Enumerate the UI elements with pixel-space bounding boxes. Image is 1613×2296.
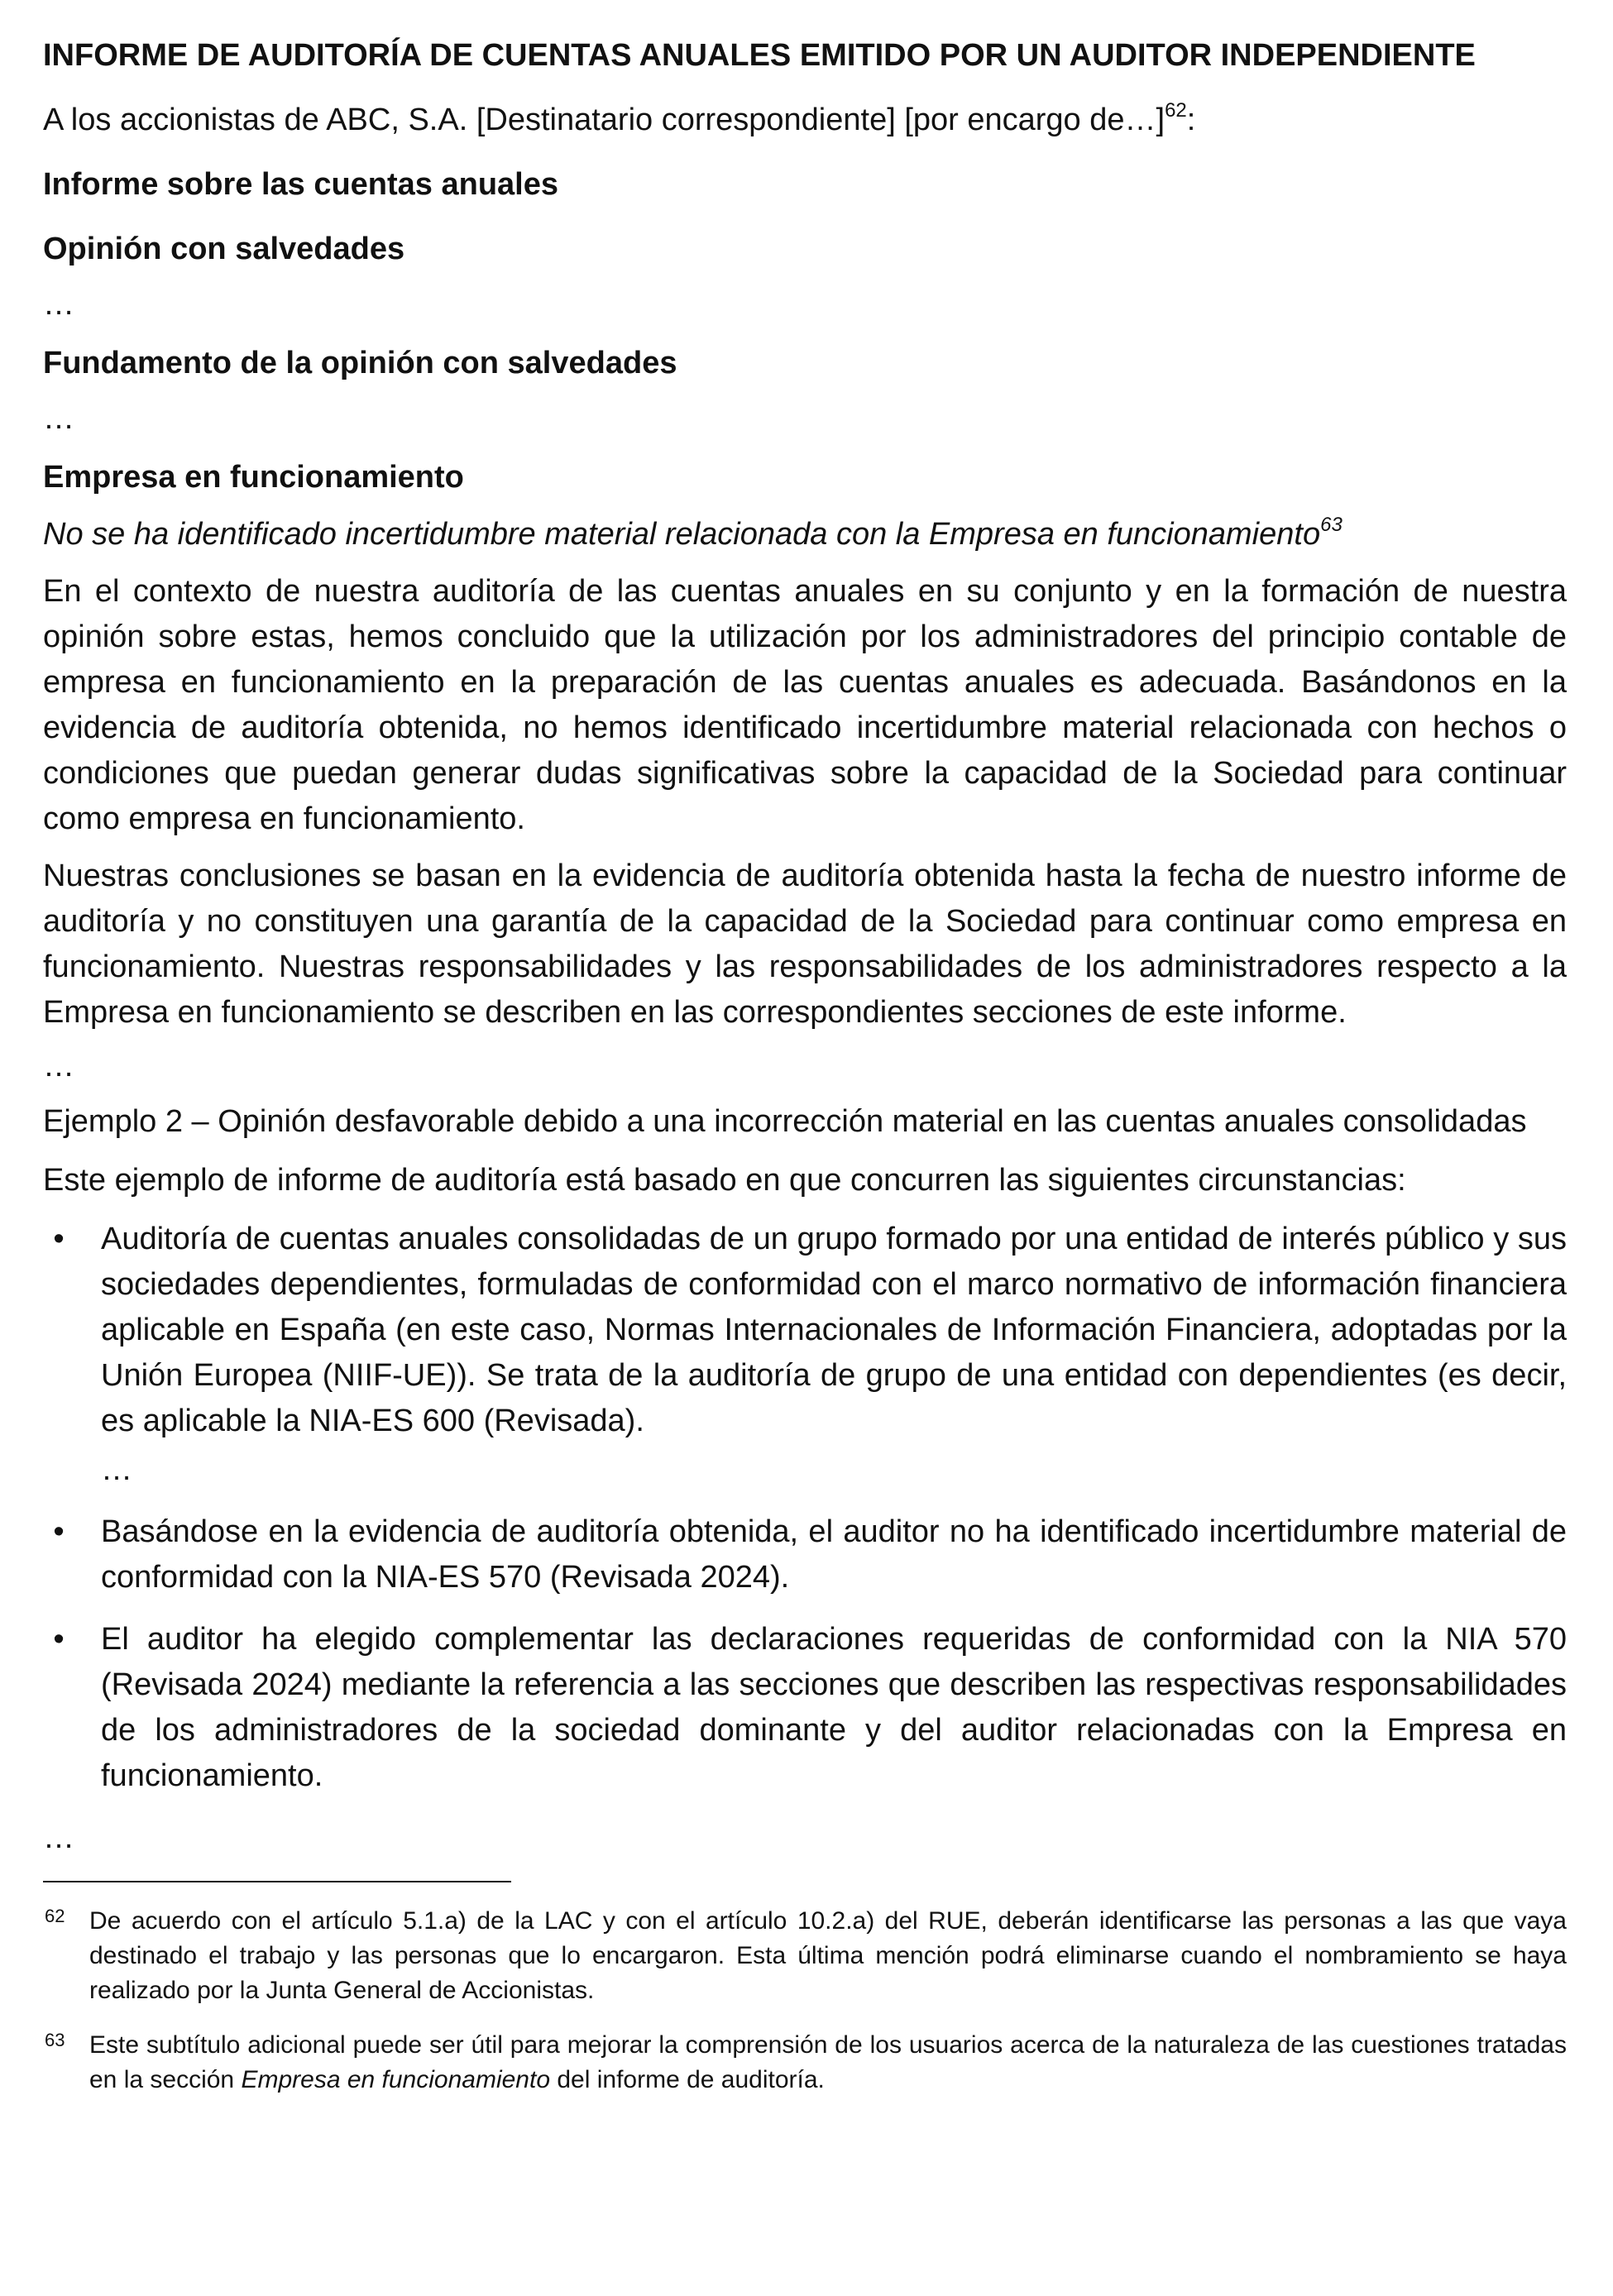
footnote-number: 62 [45, 1906, 65, 1926]
footnote-separator [43, 1881, 511, 1882]
ellipsis-1: … [43, 287, 74, 322]
list-item-text: Basándose en la evidencia de auditoría obtenida, el auditor no ha identificado incertidumbre material de conformidad con la NIA-ES 570 (Revisada 2024). [101, 1514, 1567, 1595]
paragraph-responsibilities: Nuestras conclusiones se basan en la evidencia de auditoría obtenida hasta la fecha de nuestro informe de auditoría y no constituyen una garantía de la capacidad de la Sociedad para continuar como empresa en funcionamiento. Nuestras responsabilidades y las responsabilidades de los administradores respecto a la Empresa en funcionamiento se describen en las correspondientes secciones de este informe. [43, 859, 1567, 1030]
footnote-62 [43, 1904, 1567, 2008]
addressee-text: A los accionistas de ABC, S.A. [Destinatario correspondiente] [por encargo de…] [43, 103, 1165, 137]
list-item [43, 1217, 1567, 1493]
circumstances-intro: Este ejemplo de informe de auditoría está basado en que concurren las siguientes circunstancias: [43, 1163, 1406, 1198]
ellipsis-3: … [43, 1049, 74, 1083]
list-item [43, 1617, 1567, 1799]
subtitle-no-uncertainty [43, 512, 1567, 557]
footnote-ref-62: 62 [1165, 99, 1187, 122]
bullet-icon: • [53, 1222, 65, 1256]
list-item-ellipsis: … [101, 1452, 132, 1487]
heading-going-concern: Empresa en funcionamiento [43, 460, 464, 495]
list-item-text: Auditoría de cuentas anuales consolidadas de un grupo formado por una entidad de interés público y sus sociedades dependientes, formuladas de conformidad con el marco normativo de información financiera aplicable en España (en este caso, Normas Internacionales de Información Financiera, adoptadas por la Unión Europea (NIIF-UE)). Se trata de la auditoría de grupo de una entidad con dependientes (es decir, es aplicable la NIA-ES 600 (Revisada). [101, 1222, 1567, 1438]
subtitle-text: No se ha identificado incertidumbre material relacionada con la Empresa en funcionamiento [43, 517, 1321, 552]
footnote-text-before: Este subtítulo adicional puede ser útil para mejorar la comprensión de los usuarios acerca de la naturaleza de las cuestiones tratadas en la sección [89, 2031, 1567, 2093]
list-item-text: El auditor ha elegido complementar las declaraciones requeridas de conformidad con la NIA 570 (Revisada 2024) mediante la referencia a las secciones que describen las respectivas responsabilidades de los administradores de la sociedad dominante y del auditor relacionadas con la Empresa en funcionamiento. [101, 1622, 1567, 1793]
footnote-text-italic: Empresa en funcionamiento [241, 2066, 551, 2093]
example-heading: Ejemplo 2 – Opinión desfavorable debido a una incorrección material en las cuentas anuales consolidadas [43, 1104, 1527, 1139]
footnote-text: De acuerdo con el artículo 5.1.a) de la LAC y con el artículo 10.2.a) del RUE, deberán identificarse las personas a las que vaya destinado el trabajo y las personas que lo encargaron. Esta última mención podrá eliminarse cuando el nombramiento se haya realizado por la Junta General de Accionistas. [89, 1907, 1567, 2004]
circumstances-list [43, 1217, 1567, 1799]
footnote-ref-63: 63 [1320, 514, 1343, 536]
footnote-text-after: del informe de auditoría. [550, 2066, 825, 2093]
heading-basis: Fundamento de la opinión con salvedades [43, 346, 677, 380]
ellipsis-2: … [43, 401, 74, 436]
paragraph-conclusion: En el contexto de nuestra auditoría de las cuentas anuales en su conjunto y en la formación de nuestra opinión sobre estas, hemos concluido que la utilización por los administradores del principio contable de empresa en funcionamiento en la preparación de las cuentas anuales es adecuada. Basándonos en la evidencia de auditoría obtenida, no hemos identificado incertidumbre material relacionada con hechos o condiciones que puedan generar dudas significativas sobre la capacidad de la Sociedad para continuar como empresa en funcionamiento. [43, 574, 1567, 836]
bullet-icon: • [53, 1622, 65, 1657]
ellipsis-4: … [43, 1820, 74, 1855]
heading-report: Informe sobre las cuentas anuales [43, 167, 559, 202]
report-title: INFORME DE AUDITORÍA DE CUENTAS ANUALES EMITIDO POR UN AUDITOR INDEPENDIENTE [43, 38, 1476, 73]
heading-opinion: Opinión con salvedades [43, 232, 405, 266]
list-item [43, 1509, 1567, 1600]
bullet-icon: • [53, 1514, 65, 1549]
addressee-suffix: : [1186, 103, 1196, 137]
footnote-number: 63 [45, 2030, 65, 2050]
addressee-line [43, 98, 1567, 143]
footnote-63 [43, 2028, 1567, 2097]
